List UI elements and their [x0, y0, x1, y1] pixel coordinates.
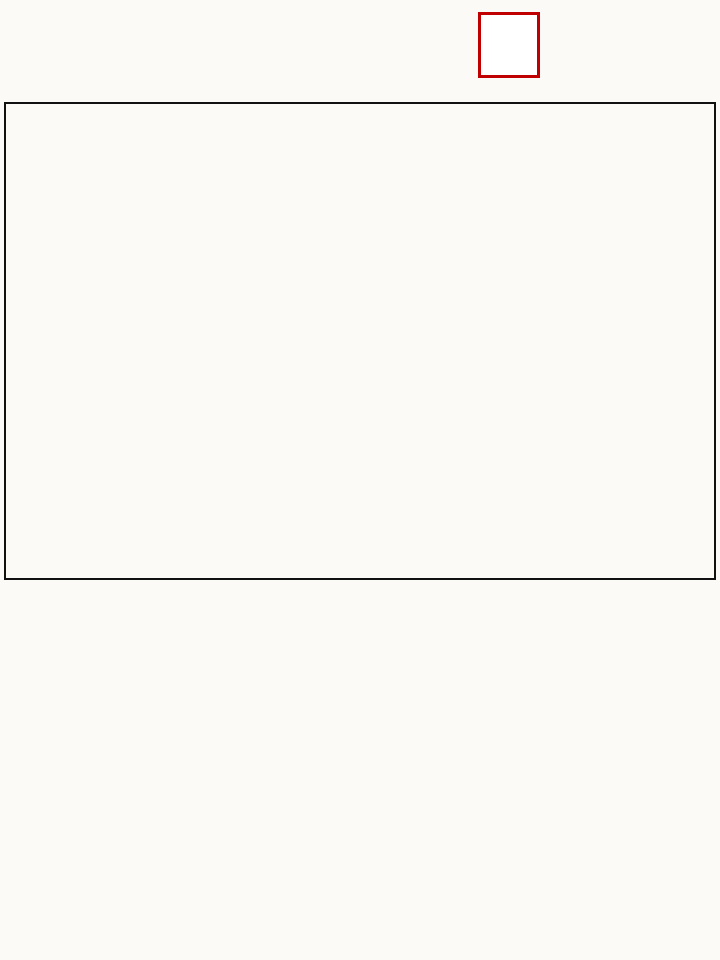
chart-grid: [4, 102, 716, 580]
header: [0, 0, 720, 100]
seal-text: [481, 15, 537, 75]
brand-logo: [540, 8, 718, 78]
year-table: [4, 590, 716, 954]
seal-stamp-icon: [478, 12, 540, 78]
qr-code-icon[interactable]: [378, 20, 448, 90]
